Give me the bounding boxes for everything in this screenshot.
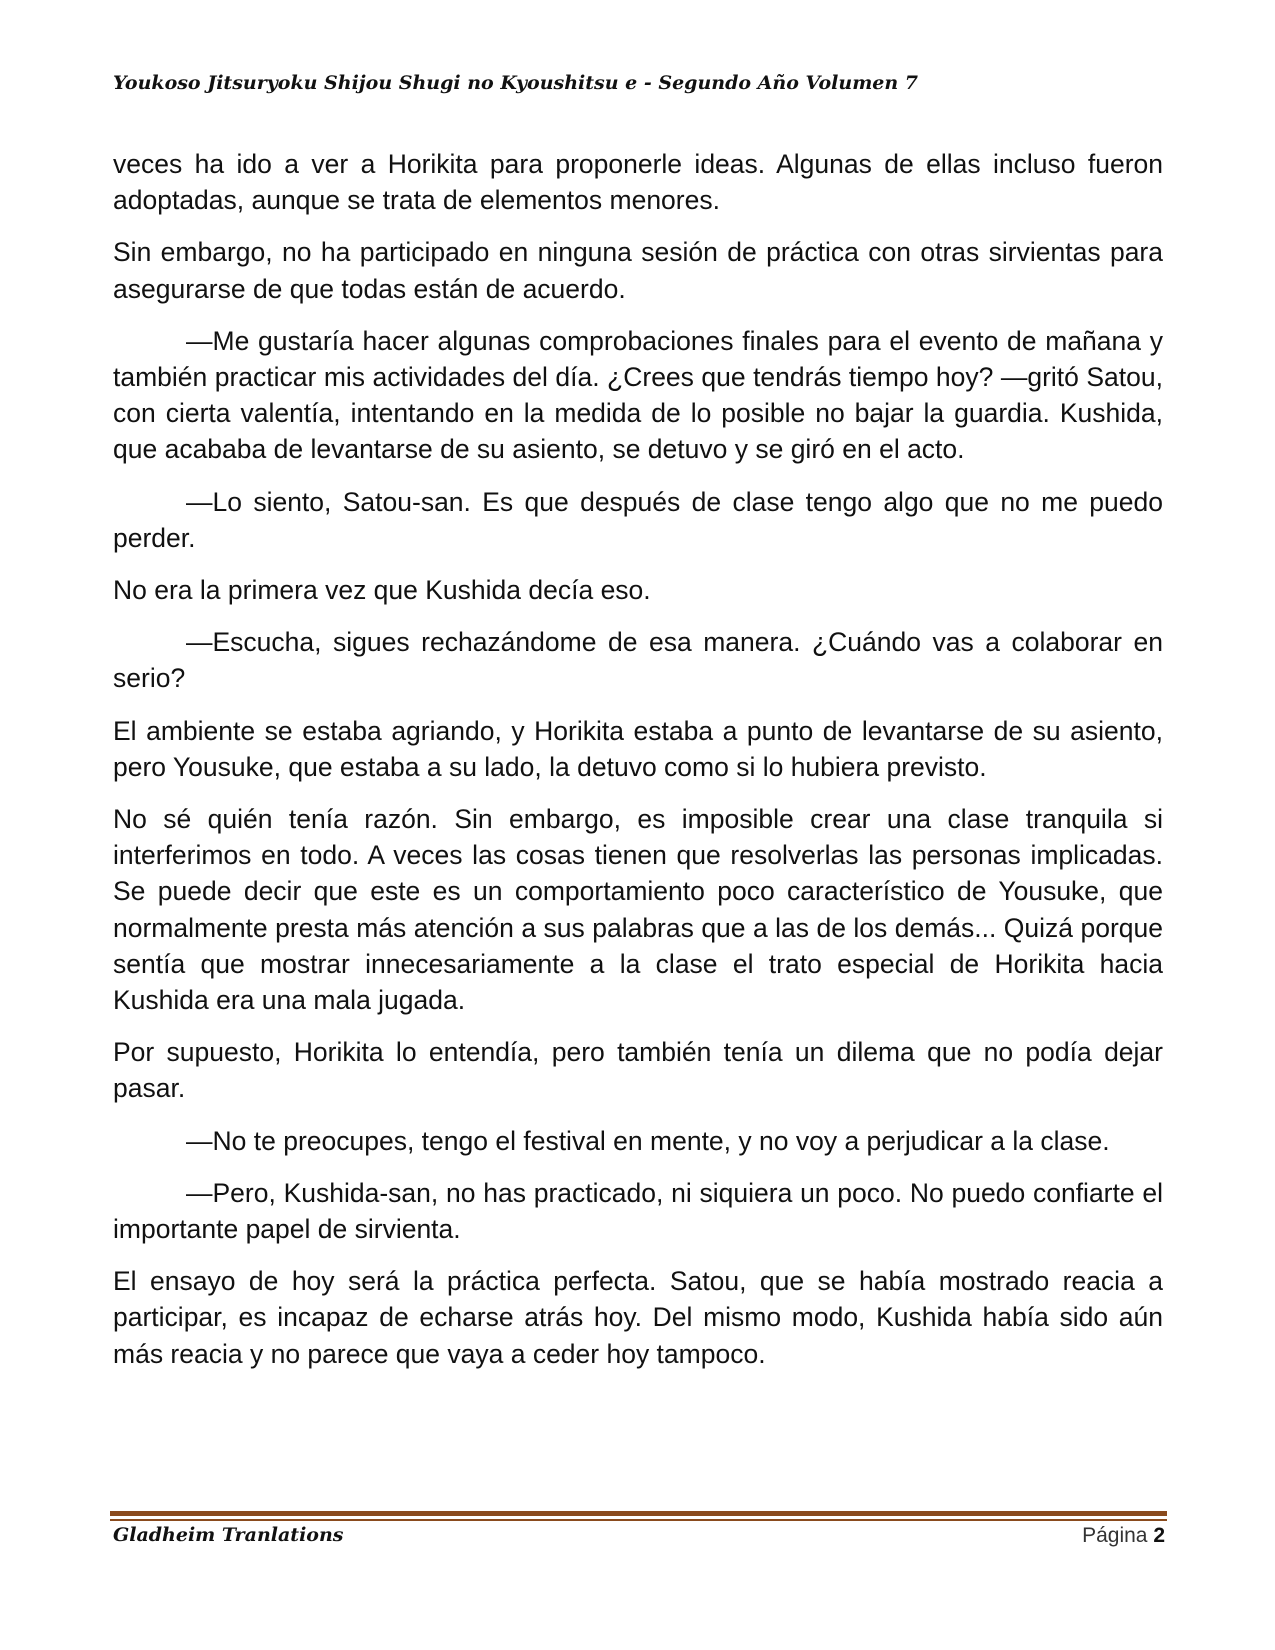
paragraph: El ensayo de hoy será la práctica perfecta. Satou, que se había mostrado reacia a participar, es incapaz de echarse atrás hoy. Del mismo modo, Kushida había sido aún más reacia y no parece que vaya a ceder hoy tampoco. [113, 1266, 1163, 1369]
footer-divider-thin [110, 1519, 1167, 1521]
paragraph: Por supuesto, Horikita lo entendía, pero también tenía un dilema que no podía dejar pasar. [113, 1037, 1163, 1104]
footer-divider [110, 1511, 1167, 1516]
paragraph: El ambiente se estaba agriando, y Horikita estaba a punto de levantarse de su asiento, pero Yousuke, que estaba a su lado, la detuvo como si lo hubiera previsto. [113, 715, 1163, 782]
paragraph: No sé quién tenía razón. Sin embargo, es imposible crear una clase tranquila si interferimos en todo. A veces las cosas tienen que resolverlas las personas implicadas. Se puede decir que este es un comportamiento poco característico de Yousuke, que normalmente presta más atención a sus palabras que a las de los demás... Quizá porque sentía que mostrar innecesariamente a la clase el trato especial de Horikita hacia Kushida era una mala jugada. [113, 804, 1163, 1016]
page-number: 2 [1153, 1524, 1165, 1547]
dialogue-paragraph: —Me gustaría hacer algunas comprobaciones finales para el evento de mañana y también practicar mis actividades del día. ¿Crees que tendrás tiempo hoy? —gritó Satou, con cierta valentía, intentando en la medida de lo posible no bajar la guardia. Kushida, que acababa de levantarse de su asiento, se detuvo y se giró en el acto. [113, 325, 1163, 465]
dialogue-paragraph: —Escucha, sigues rechazándome de esa manera. ¿Cuándo vas a colaborar en serio? [113, 627, 1163, 694]
page-number-label [1082, 1524, 1165, 1548]
dialogue-paragraph: —Pero, Kushida-san, no has practicado, ni siquiera un poco. No puedo confiarte el importante papel de sirvienta. [113, 1177, 1163, 1245]
dialogue-paragraph: —No te preocupes, tengo el festival en mente, y no voy a perjudicar a la clase. [186, 1125, 1110, 1156]
running-header: Youkoso Jitsuryoku Shijou Shugi no Kyoushitsu e - Segundo Año Volumen 7 [113, 72, 919, 94]
page-label: Página [1082, 1524, 1148, 1547]
paragraph: No era la primera vez que Kushida decía eso. [113, 575, 651, 606]
paragraph: veces ha ido a ver a Horikita para proponerle ideas. Algunas de ellas incluso fueron adoptadas, aunque se trata de elementos menores. [113, 149, 1163, 216]
paragraph: Sin embargo, no ha participado en ninguna sesión de práctica con otras sirvientas para asegurarse de que todas están de acuerdo. [113, 237, 1163, 304]
footer-credit: Gladheim Tranlations [113, 1524, 344, 1546]
dialogue-paragraph: —Lo siento, Satou-san. Es que después de clase tengo algo que no me puedo perder. [113, 486, 1163, 553]
body-text [113, 146, 1163, 1388]
